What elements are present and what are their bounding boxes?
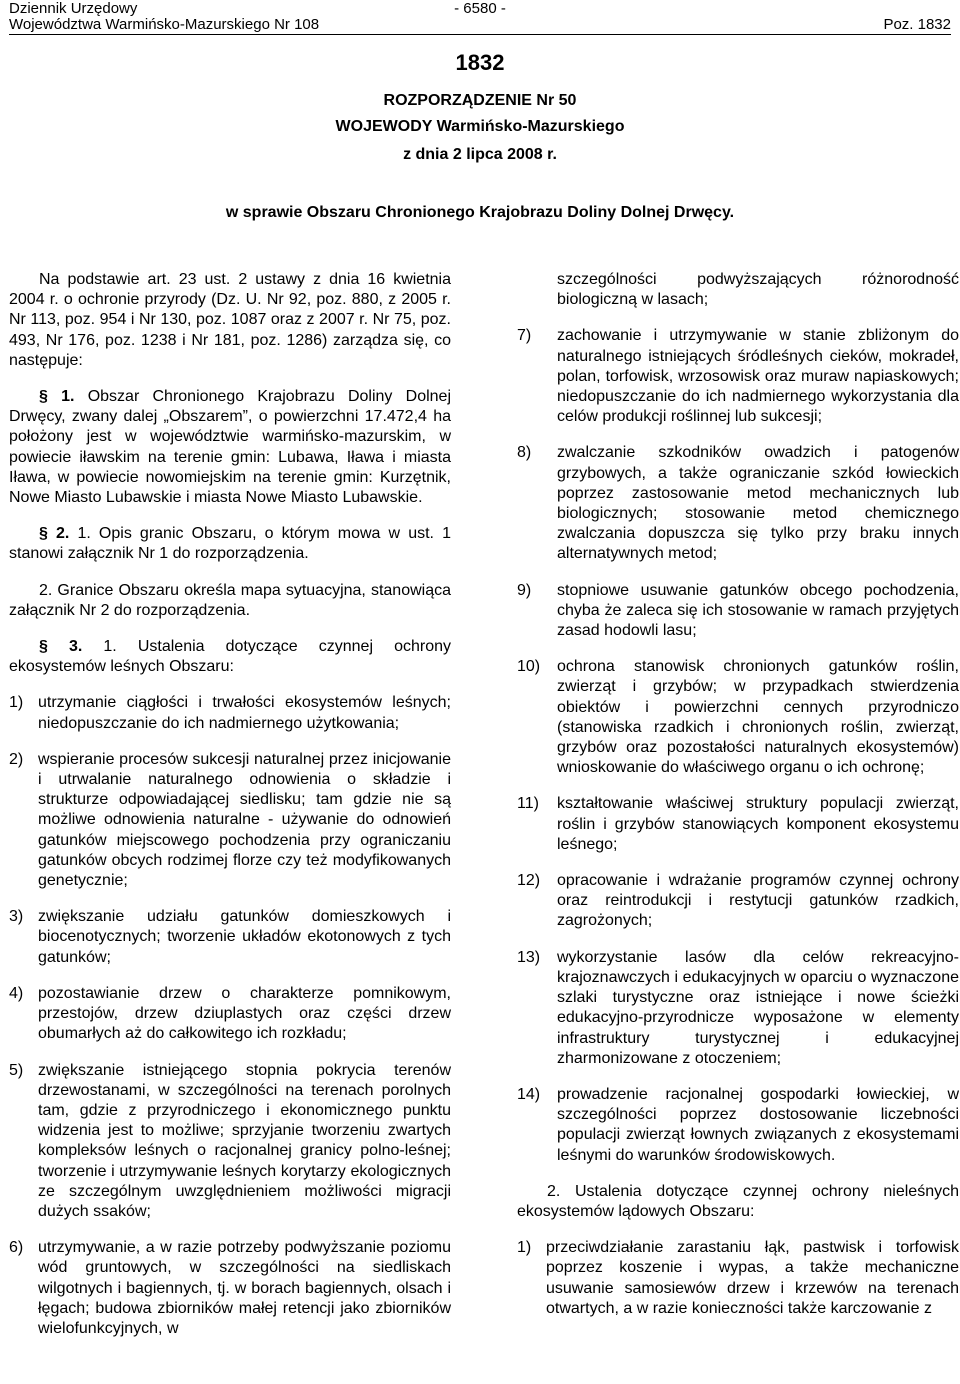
- journal-name-line2: Województwa Warmińsko-Mazurskiego Nr 108: [9, 16, 320, 33]
- act-type: ROZPORZĄDZENIE Nr 50: [383, 92, 577, 109]
- page-number: - 6580 -: [454, 0, 506, 17]
- list-item: 6) utrzymywanie, a w razie potrzeby podwyższanie poziomu wód gruntowych, w szczególności na siedliskach wilgotnych i bagiennych, tj. w borach bagiennych, olsach i łęgach; budowa zbiorników małej retencji jako zbiorników wielofunkcyjnych, w: [9, 1239, 451, 1337]
- act-date: z dnia 2 lipca 2008 r.: [403, 146, 557, 163]
- list-item: 1) przeciwdziałanie zarastaniu łąk, pastwisk i torfowisk poprzez koszenie i wypas, a także mechaniczne usuwanie samosiewów drzew i krzewów na terenach otwartych, a w razie konieczności także karczowanie z: [517, 1239, 959, 1317]
- act-issuer: WOJEWODY Warmińsko-Mazurskiego: [335, 118, 625, 135]
- list-item: 8) zwalczanie szkodników owadzich i patogenów grzybowych, a także ograniczanie szkód łowieckich poprzez zastosowanie metod mechanicznych lub biologicznych; stosowanie metod chemicznego zwalczania dopuszcza się tylko przy braku innych alternatywnych metod;: [517, 444, 959, 563]
- left-column: [9, 270, 451, 1355]
- section-3-mark: § 3.: [39, 638, 83, 656]
- section-2-mark: § 2.: [39, 525, 70, 543]
- right-column: [517, 270, 959, 1335]
- list-item: 3) zwiększanie udziału gatunków domieszkowych i biocenotycznych; tworzenie układów ekotonowych z tych gatunków;: [9, 908, 451, 966]
- position-number: Poz. 1832: [883, 16, 951, 33]
- list-item: 7) zachowanie i utrzymywanie w stanie zbliżonym do naturalnego istniejących śródleśnych cieków, mokradeł, polan, torfowisk, wrzosowisk oraz muraw napiaskowych; niedopuszczanie do ich nadmiernego wykorzystania dla celów produkcji roślinnej lub sukcesji;: [517, 327, 959, 426]
- act-subject: w sprawie Obszaru Chronionego Krajobrazu Doliny Dolnej Drwęcy.: [225, 204, 735, 221]
- section-2-paragraph-2: 2. Granice Obszaru określa mapa sytuacyjna, stanowiąca załącznik Nr 2 do rozporządzenia.: [9, 581, 451, 619]
- section-1-mark: § 1.: [39, 388, 75, 406]
- preamble: Na podstawie art. 23 ust. 2 ustawy z dnia 16 kwietnia 2004 r. o ochronie przyrody (Dz. U. Nr 92, poz. 880, z 2005 r. Nr 113, poz. 954 i Nr 130, poz. 1087 oraz z 2007 r. Nr 75, poz. 493, Nr 176, poz. 1238 i Nr 181, poz. 1286) zarządza się, co następuje:: [9, 271, 451, 369]
- section-2-text: 1. Opis granic Obszaru, o którym mowa w ust. 1 stanowi załącznik Nr 1 do rozporządzenia.: [9, 525, 452, 563]
- journal-name-line1: Dziennik Urzędowy: [9, 0, 138, 17]
- list-item: 12) opracowanie i wdrażanie programów czynnej ochrony oraz reintrodukcji i restytucji gatunków rzadkich, zagrożonych;: [517, 872, 959, 930]
- section-2: [9, 524, 451, 564]
- list-item: 5) zwiększanie istniejącego stopnia pokrycia terenów drzewostanami, w szczególności na terenach porolnych tam, gdzie z przyrodniczego i ekonomicznego punktu widzenia jest to możliwe; sprzyjanie tworzeniu zwartych kompleksów leśnych o racjonalnej granicy polno-leśnej; tworzenie i utrzymywanie leśnych korytarzy ekologicznych ze szczególnym uwzględnieniem możliwości migracji dużych ssaków;: [9, 1061, 451, 1220]
- list-item: 10) ochrona stanowisk chronionych gatunków roślin, zwierząt i grzybów; w przypadkach stwierdzenia obiektów i powierzchni cennych przyrodniczo (stanowiska rzadkich i chronionych roślin, zwierząt, grzybów oraz pozostałości naturalnych ekosystemów) wnioskowanie do właściwego organu o ich ochronę;: [517, 658, 959, 777]
- section-1: [9, 387, 451, 508]
- list-item: 1) utrzymanie ciągłości i trwałości ekosystemów leśnych; niedopuszczanie do ich nadmiernego użytkowania;: [9, 694, 451, 732]
- section-3-text: 1. Ustalenia dotyczące czynnej ochrony ekosystemów leśnych Obszaru:: [9, 638, 452, 676]
- section-3-paragraph-2: 2. Ustalenia dotyczące czynnej ochrony nieleśnych ekosystemów lądowych Obszaru:: [517, 1182, 959, 1220]
- list-item: 13) wykorzystanie lasów dla celów rekreacyjno-krajoznawczych i edukacyjnych w oparciu o wyznaczone szlaki turystyczne oraz istniejące i nowe ścieżki edukacyjno-przyrodnicze wyposażone w elementy infrastruktury turystycznej i edukacyjnej zharmonizowane z otoczeniem;: [517, 948, 959, 1067]
- list-item-continuation: szczególności podwyższających różnorodność biologiczną w lasach;: [557, 271, 959, 309]
- act-number: 1832: [455, 50, 505, 75]
- list-item: 11) kształtowanie właściwej struktury populacji zwierząt, roślin i grzybów stanowiących komponent ekosystemu leśnego;: [517, 795, 959, 853]
- section-1-text: Obszar Chronionego Krajobrazu Doliny Dolnej Drwęcy, zwany dalej „Obszarem”, o powierzchni 17.472,4 ha położony jest w województwie warmińsko-mazurskim, w powiecie iławskim na terenie gmin: Lubawa, Iława i miasta Iława, w powiecie nowomiejskim na terenie gmin: Kurzętnik, Nowe Miasto Lubawskie i miasta Nowe Miasto Lubawskie.: [9, 388, 451, 507]
- list-item: 4) pozostawianie drzew o charakterze pomnikowym, przestojów, drzew dziuplastych oraz części drzew obumarłych aż do całkowitego ich rozkładu;: [9, 984, 451, 1043]
- page-header: [9, 0, 951, 35]
- list-item: 14) prowadzenie racjonalnej gospodarki łowieckiej, w szczególności poprzez dostosowanie liczebności populacji zwierząt łownych związanych z ekosystemami leśnymi do warunków środowiskowych.: [517, 1085, 959, 1164]
- section-3: [9, 637, 451, 677]
- list-item: 9) stopniowe usuwanie gatunków obcego pochodzenia, chyba że zaleca się ich stosowanie w ramach przyjętych zasad hodowli lasu;: [517, 581, 959, 640]
- list-item: 2) wspieranie procesów sukcesji naturalnej przez inicjowanie i utrwalanie naturalnego odnowienia o składzie i strukturze odpowiadającej siedlisku; tam gdzie nie są możliwe odnowienia naturalne - używanie do odnowień gatunków miejscowego pochodzenia przy ograniczaniu gatunków obcych rodzimej florze czy też modyfikowanych genetycznie;: [9, 750, 451, 890]
